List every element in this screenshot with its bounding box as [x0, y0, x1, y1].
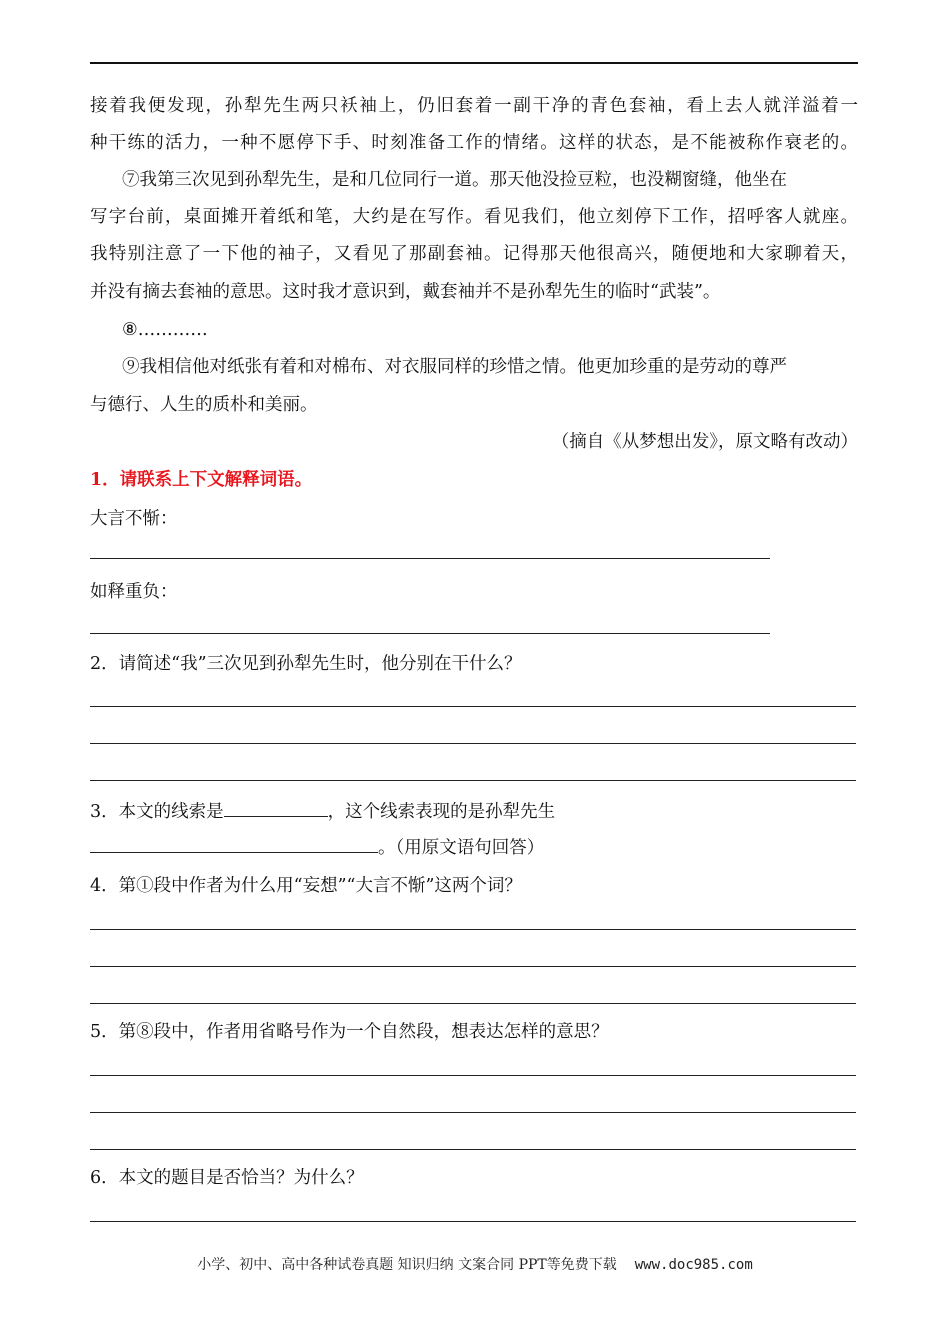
paragraph-8-ellipsis: ⑧………… [122, 320, 208, 340]
answer-line-q2-1[interactable] [90, 706, 856, 707]
question-1a-label: 大言不惭： [90, 509, 178, 529]
answer-line-q4-3[interactable] [90, 1003, 856, 1004]
passage-line-2: 种干练的活力，一种不愿停下手、时刻准备工作的情绪。这样的状态，是不能被称作衰老的。 [90, 133, 858, 153]
answer-line-q2-3[interactable] [90, 780, 856, 781]
paragraph-7-line-1: ⑦我第三次见到孙犁先生，是和几位同行一道。那天他没捡豆粒，也没糊窗缝，他坐在 [122, 170, 787, 190]
question-4: 4．第①段中作者为什么用“妄想”“大言不惭”这两个词？ [90, 876, 522, 896]
question-6: 6．本文的题目是否恰当？为什么？ [90, 1168, 364, 1188]
answer-line-q2-2[interactable] [90, 743, 856, 744]
footer-text: 小学、初中、高中各种试卷真题 知识归纳 文案合同 PPT等免费下载 [197, 1257, 617, 1273]
paragraph-9-line-1: ⑨我相信他对纸张有着和对棉布、对衣服同样的珍惜之情。他更加珍重的是劳动的尊严 [122, 357, 787, 377]
answer-line-q1b[interactable] [90, 633, 770, 634]
answer-line-q4-1[interactable] [90, 929, 856, 930]
answer-line-q5-1[interactable] [90, 1075, 856, 1076]
answer-line-q6-1[interactable] [90, 1221, 856, 1222]
paragraph-7-line-3: 我特别注意了一下他的袖子，又看见了那副套袖。记得那天他很高兴，随便地和大家聊着天， [90, 244, 858, 264]
answer-line-q4-2[interactable] [90, 966, 856, 967]
question-3-line-1 [90, 798, 555, 824]
question-3-text-b: ，这个线索表现的是孙犁先生 [327, 802, 556, 822]
question-1b-label: 如释重负： [90, 582, 178, 602]
question-3-line-2 [90, 834, 544, 860]
answer-blank-q3-clue[interactable] [224, 798, 328, 817]
paragraph-7-line-2: 写字台前，桌面摊开着纸和笔，大约是在写作。看见我们，他立刻停下工作，招呼客人就座。 [90, 207, 858, 227]
answer-blank-q3-quote[interactable] [90, 834, 378, 853]
answer-line-q5-2[interactable] [90, 1112, 856, 1113]
question-3-text-c: 。（用原文语句回答） [378, 838, 545, 858]
question-2: 2．请简述“我”三次见到孙犁先生时，他分别在干什么？ [90, 654, 522, 674]
paragraph-9-line-2: 与德行、人生的质朴和美丽。 [90, 395, 318, 415]
question-1-title: 1．请联系上下文解释词语。 [90, 470, 313, 490]
footer-url[interactable]: www.doc985.com [634, 1257, 753, 1273]
paragraph-7-line-4: 并没有摘去套袖的意思。这时我才意识到，戴套袖并不是孙犁先生的临时“武装”。 [90, 282, 721, 302]
header-rule [90, 62, 858, 64]
question-5: 5．第⑧段中，作者用省略号作为一个自然段，想表达怎样的意思？ [90, 1022, 609, 1042]
answer-line-q5-3[interactable] [90, 1149, 856, 1150]
passage-line-1: 接着我便发现，孙犁先生两只袄袖上，仍旧套着一副干净的青色套袖，看上去人就洋溢着一 [90, 96, 858, 116]
answer-line-q1a[interactable] [90, 558, 770, 559]
question-3-text-a: 3．本文的线索是 [90, 802, 224, 822]
page-footer [0, 1254, 950, 1274]
source-citation: （摘自《从梦想出发》，原文略有改动） [551, 432, 858, 452]
